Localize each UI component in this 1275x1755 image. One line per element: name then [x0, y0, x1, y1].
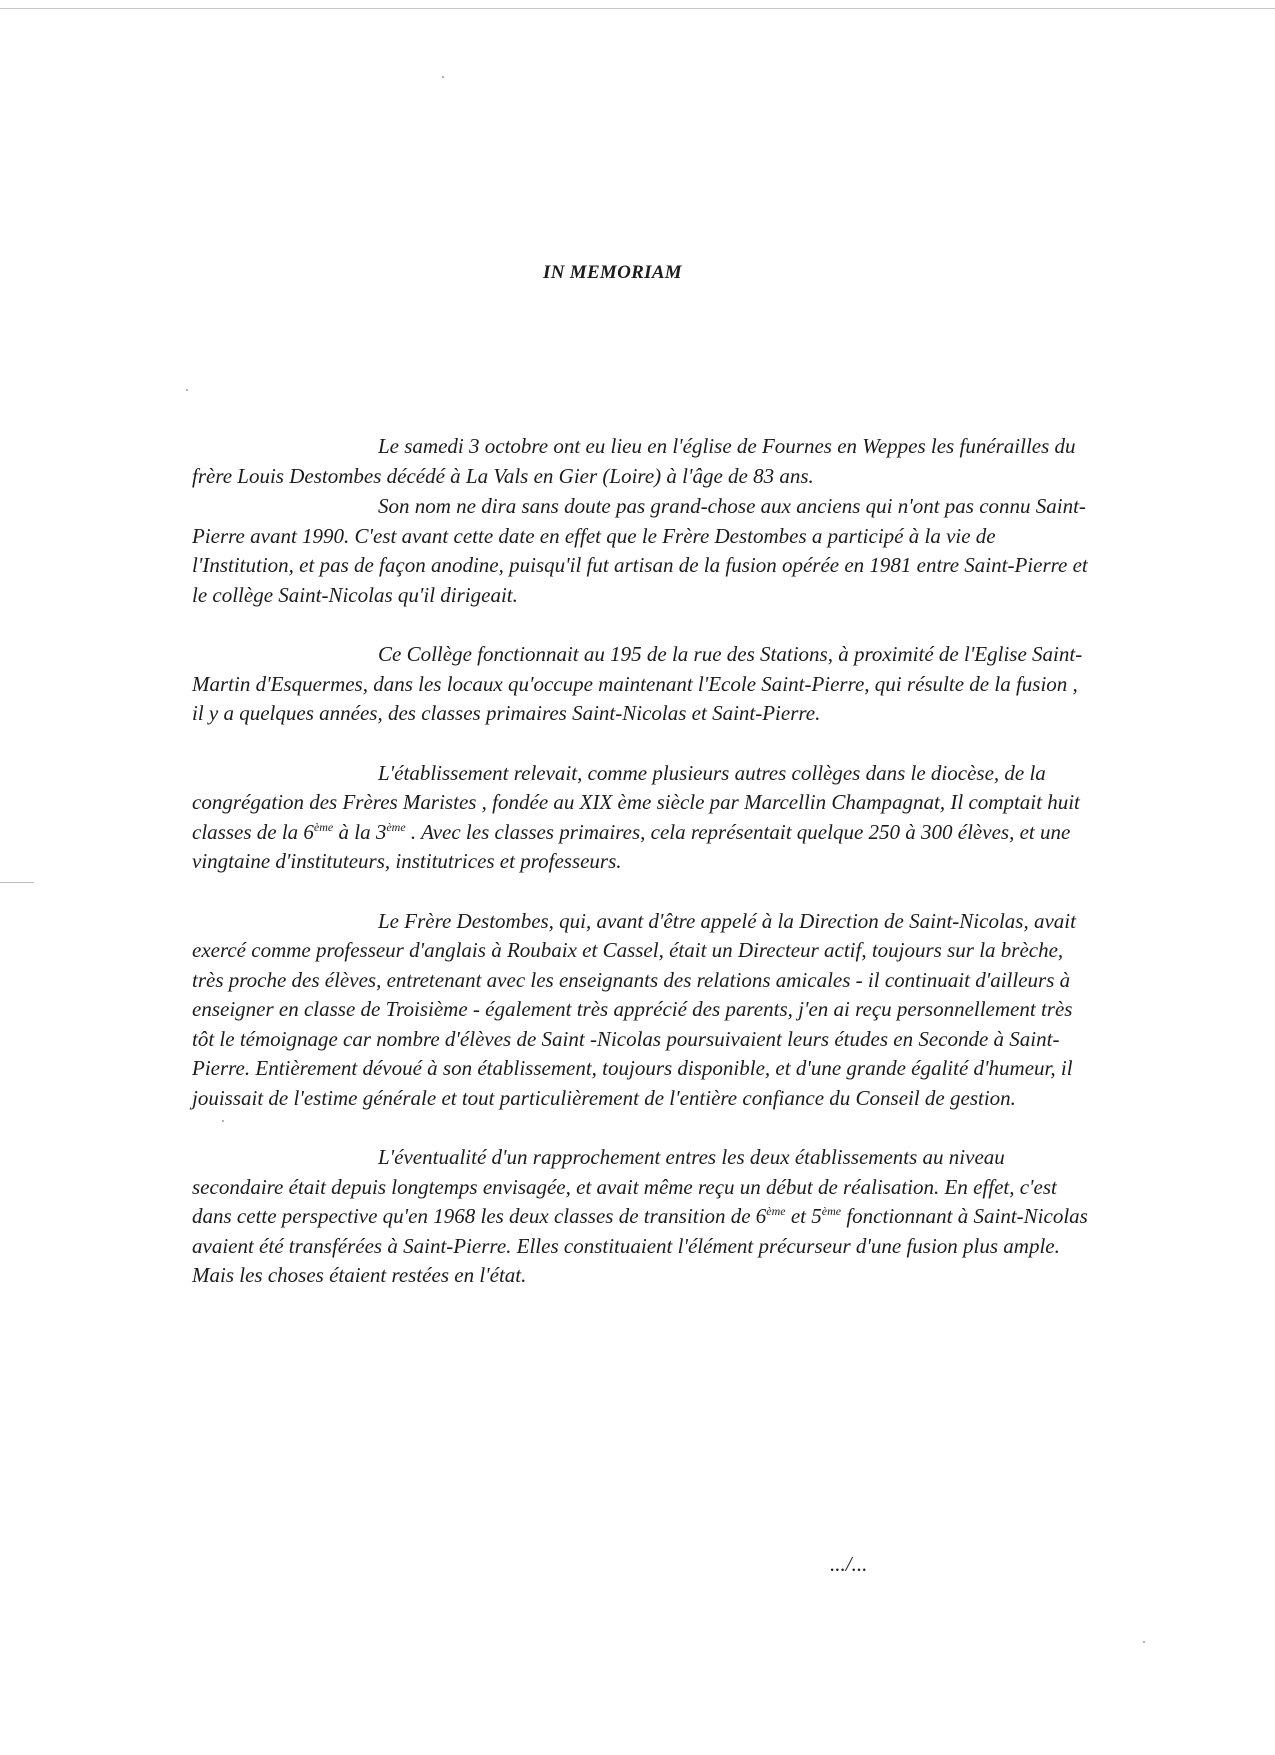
- paragraph-text: L'éventualité d'un rapprochement entres les deux établissements au niveau secondaire était depuis longtemps envisagée, et avait même reçu un début de réalisation. En effet, c'est dans cette perspective qu'en 1968 les deux classes de transition de 6: [192, 1145, 1057, 1228]
- paragraph-text: . Avec les classes primaires, cela représentait quelque 250 à 300 élèves, et une vingtaine d'instituteurs, institutrices et professeurs.: [192, 819, 1071, 873]
- superscript: ème: [766, 1204, 786, 1218]
- paragraph-5: [192, 907, 1092, 1114]
- paragraph-1: [192, 432, 1092, 491]
- superscript: ème: [821, 1204, 842, 1218]
- paragraph-text: Son nom ne dira sans doute pas grand-chose aux anciens qui n'ont pas connu Saint-Pierre avant 1990. C'est avant cette date en effet que le Frère Destombes a participé à la vie de l'Institution, et pas de façon anodine, puisqu'il fut artisan de la fusion opérée en 1981 entre Saint-Pierre et le collège Saint-Nicolas qu'il dirigeait.: [192, 494, 1088, 607]
- scan-left-mark: [0, 882, 34, 883]
- paragraph-text: L'établissement relevait, comme plusieurs autres collèges dans le diocèse, de la congrégation des Frères Maristes , fondée au XIX ème siècle par Marcellin Champagnat, Il comptait huit classes de la 6: [192, 760, 1080, 844]
- document-title: IN MEMORIAM: [543, 262, 682, 283]
- scan-speck: [442, 76, 444, 78]
- paragraph-text: à la 3: [333, 819, 387, 844]
- continuation-marker: .../...: [830, 1552, 868, 1576]
- superscript: ème: [313, 819, 334, 834]
- paragraph-text: Le samedi 3 octobre ont eu lieu en l'église de Fournes en Weppes les funérailles du frère Louis Destombes décédé à La Vals en Gier (Loire) à l'âge de 83 ans.: [192, 434, 1076, 488]
- paragraph-4: [192, 759, 1092, 877]
- scan-speck: [1143, 1641, 1145, 1643]
- scan-top-edge: [0, 8, 1275, 9]
- paragraph-6: [192, 1143, 1092, 1291]
- scan-speck: [186, 389, 188, 391]
- document-body: [192, 432, 1092, 1321]
- paragraph-text: fonctionnant à Saint-Nicolas avaient été transférées à Saint-Pierre. Elles constituaient l'élément précurseur d'une fusion plus ample. Mais les choses étaient restées en l'état.: [192, 1204, 1088, 1287]
- paragraph-text: Ce Collège fonctionnait au 195 de la rue des Stations, à proximité de l'Eglise Saint-Martin d'Esquermes, dans les locaux qu'occupe maintenant l'Ecole Saint-Pierre, qui résulte de la fusion , il y a quelques années, des classes primaires Saint-Nicolas et Saint-Pierre.: [192, 642, 1083, 725]
- paragraph-2: [192, 492, 1092, 610]
- superscript: ème: [386, 819, 406, 834]
- paragraph-3: [192, 640, 1092, 729]
- paragraph-text: Le Frère Destombes, qui, avant d'être appelé à la Direction de Saint-Nicolas, avait exercé comme professeur d'anglais à Roubaix et Cassel, était un Directeur actif, toujours sur la brèche, très proche des élèves, entretenant avec les enseignants des relations amicales - il continuait d'ailleurs à enseigner en classe de Troisième - également très apprécié des parents, j'en ai reçu personnellement très tôt le témoignage car nombre d'élèves de Saint -Nicolas poursuivaient leurs études en Seconde à Saint-Pierre. Entièrement dévoué à son établissement, toujours disponible, et d'une grande égalité d'humeur, il jouissait de l'estime générale et tout particulièrement de l'entière confiance du Conseil de gestion.: [192, 908, 1076, 1110]
- paragraph-text: et 5: [785, 1204, 822, 1228]
